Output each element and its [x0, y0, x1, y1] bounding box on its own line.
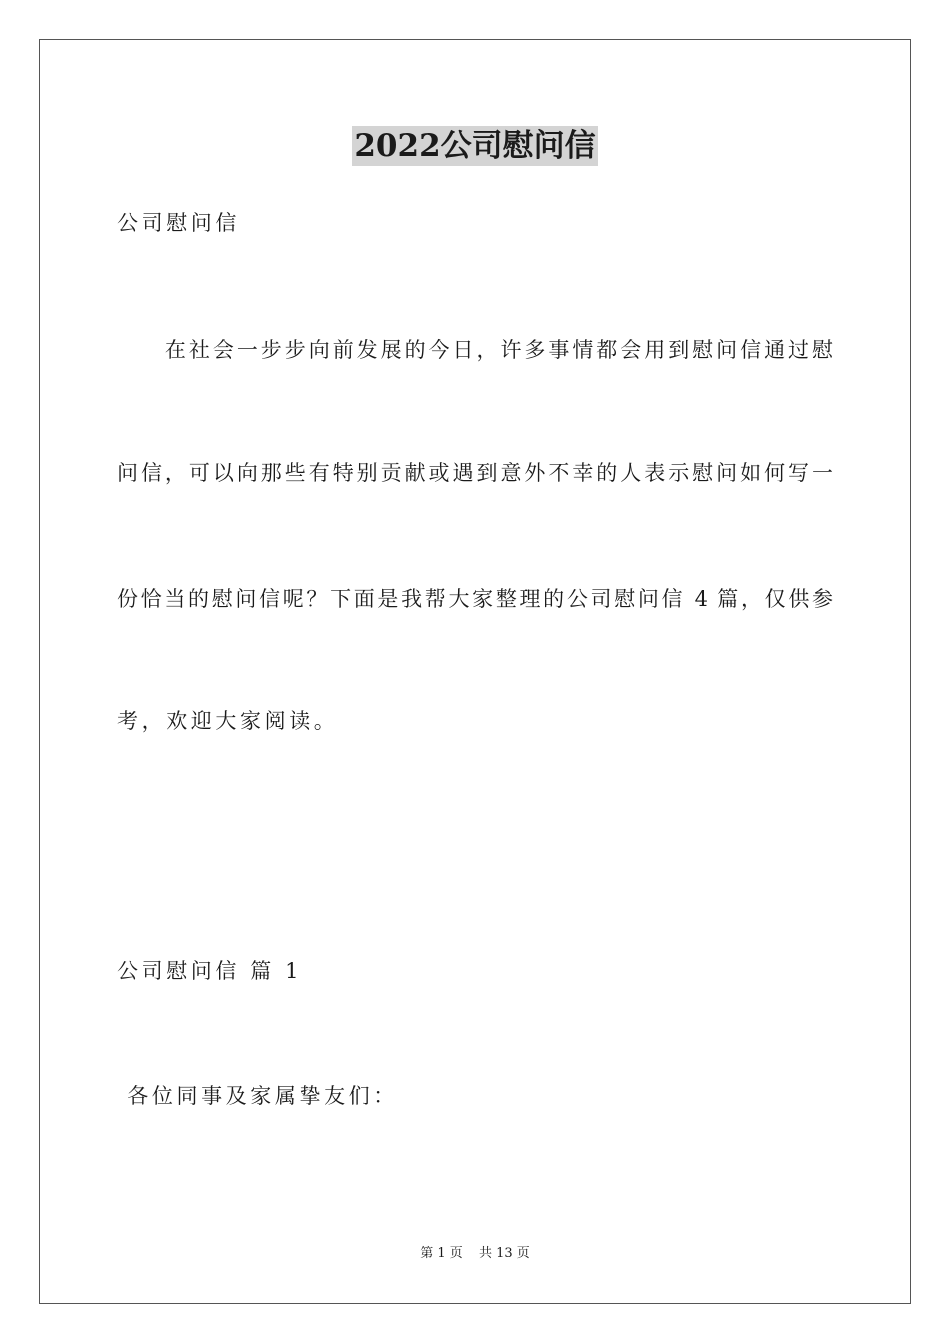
- section-heading: 公司慰问信 篇 1: [117, 959, 303, 983]
- page-footer: [0, 1245, 950, 1263]
- intro-line-2: 问信，可以向那些有特别贡献或遇到意外不幸的人表示慰问如何写一: [117, 461, 833, 485]
- intro-line-3: 份恰当的慰问信呢？下面是我帮大家整理的公司慰问信 4 篇，仅供参: [117, 587, 833, 611]
- document-title: 2022公司慰问信: [354, 128, 596, 164]
- page-total: 共 13 页: [478, 1246, 530, 1261]
- salutation: 各位同事及家属挚友们：: [117, 1084, 398, 1108]
- document-subtitle: 公司慰问信: [117, 211, 240, 235]
- title-container: [0, 126, 950, 166]
- page-number: 第 1 页: [420, 1246, 463, 1261]
- intro-line-1: 在社会一步步向前发展的今日，许多事情都会用到慰问信通过慰: [117, 338, 833, 362]
- intro-line-4: 考，欢迎大家阅读。: [117, 709, 339, 733]
